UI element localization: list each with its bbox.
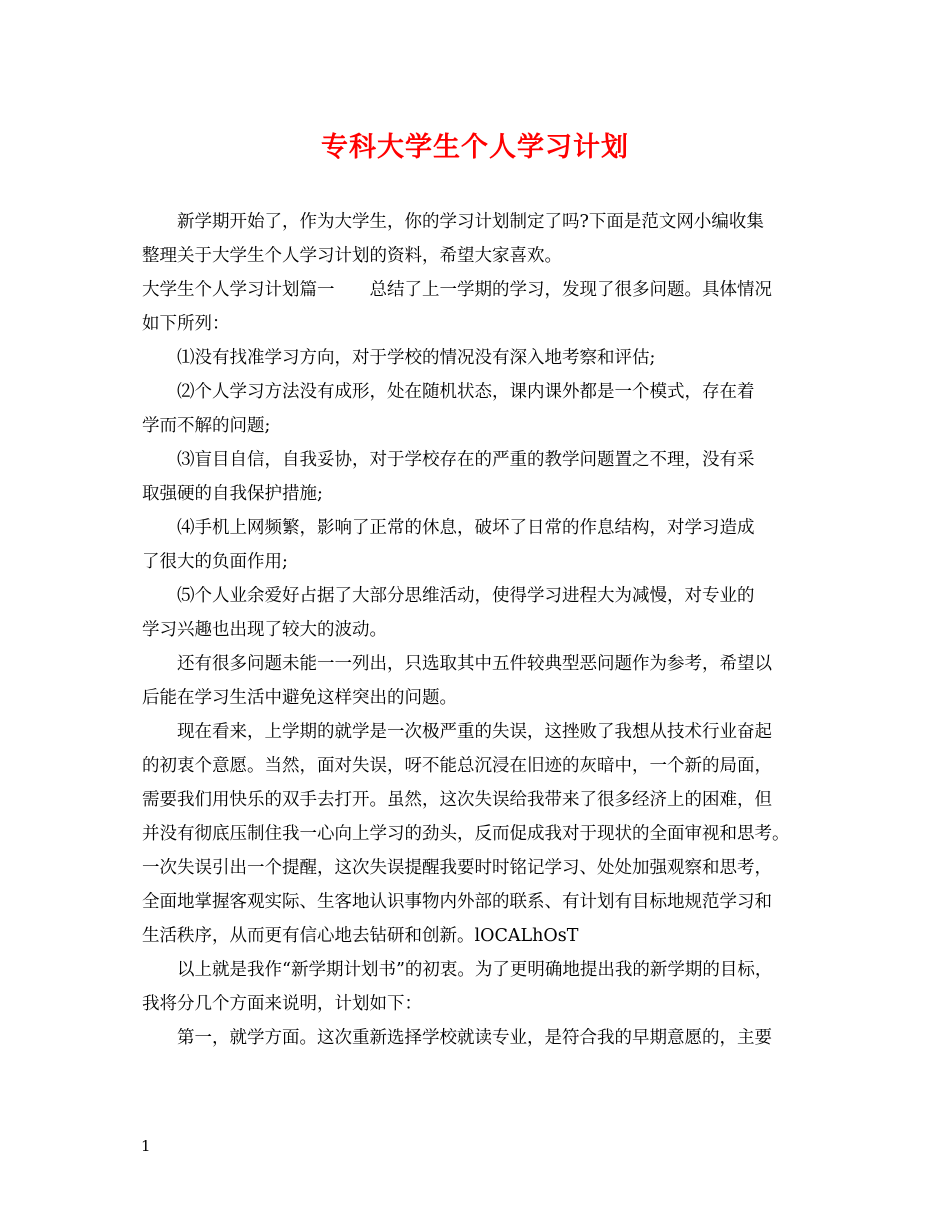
text-line: 学而不解的问题; [142,416,271,436]
text-line: ⑴没有找准学习方向，对于学校的情况没有深入地考察和评估; [177,348,656,368]
text-line: 第一，就学方面。这次重新选择学校就读专业，是符合我的早期意愿的，主要 [177,1028,772,1048]
text-line: 我将分几个方面来说明，计划如下： [142,994,422,1014]
text-line: 如下所列： [142,314,230,334]
text-line: 需要我们用快乐的双手去打开。虽然，这次失误给我带来了很多经济上的困难，但 [142,790,772,810]
text-line: ⑶盲目自信，自我妥协，对于学校存在的严重的教学问题置之不理，没有采 [177,450,755,470]
text-line: 取强硬的自我保护措施; [142,484,323,504]
text-line: ⑵个人学习方法没有成形，处在随机状态，课内课外都是一个模式，存在着 [177,382,755,402]
text-line: 还有很多问题未能一一列出，只选取其中五件较典型恶问题作为参考，希望以 [177,654,772,674]
text-line: 后能在学习生活中避免这样突出的问题。 [142,688,457,708]
text-line: ⑸个人业余爱好占据了大部分思维活动，使得学习进程大为减慢，对专业的 [177,586,755,606]
text-line: 了很大的负面作用; [142,552,288,572]
text-line: ⑷手机上网频繁，影响了正常的休息，破坏了日常的作息结构，对学习造成 [177,518,755,538]
text-line: 新学期开始了，作为大学生，你的学习计划制定了吗?下面是范文网小编收集 [177,212,764,232]
page-number: 1 [141,1137,151,1155]
text-line: 现在看来，上学期的就学是一次极严重的失误，这挫败了我想从技术行业奋起 [177,722,772,742]
text-line: 的初衷个意愿。当然，面对失误，呀不能总沉浸在旧迹的灰暗中，一个新的局面， [142,756,772,776]
text-line: 生活秩序，从而更有信心地去钻研和创新。lOCALhOsT [142,926,579,946]
text-line: 并没有彻底压制住我一心向上学习的劲头，反而促成我对于现状的全面审视和思考。 [142,824,790,844]
text-line: 全面地掌握客观实际、生客地认识事物内外部的联系、有计划有目标地规范学习和 [142,892,772,912]
text-line: 一次失误引出一个提醒，这次失误提醒我要时时铭记学习、处处加强观察和思考， [142,858,772,878]
text-line: 学习兴趣也出现了较大的波动。 [142,620,387,640]
text-line: 大学生个人学习计划篇一 总结了上一学期的学习，发现了很多问题。具体情况 [142,280,772,300]
text-line: 以上就是我作“新学期计划书”的初衷。为了更明确地提出我的新学期的目标， [177,960,773,980]
text-line: 整理关于大学生个人学习计划的资料，希望大家喜欢。 [142,246,562,266]
document-title: 专科大学生个人学习计划 [321,132,629,163]
